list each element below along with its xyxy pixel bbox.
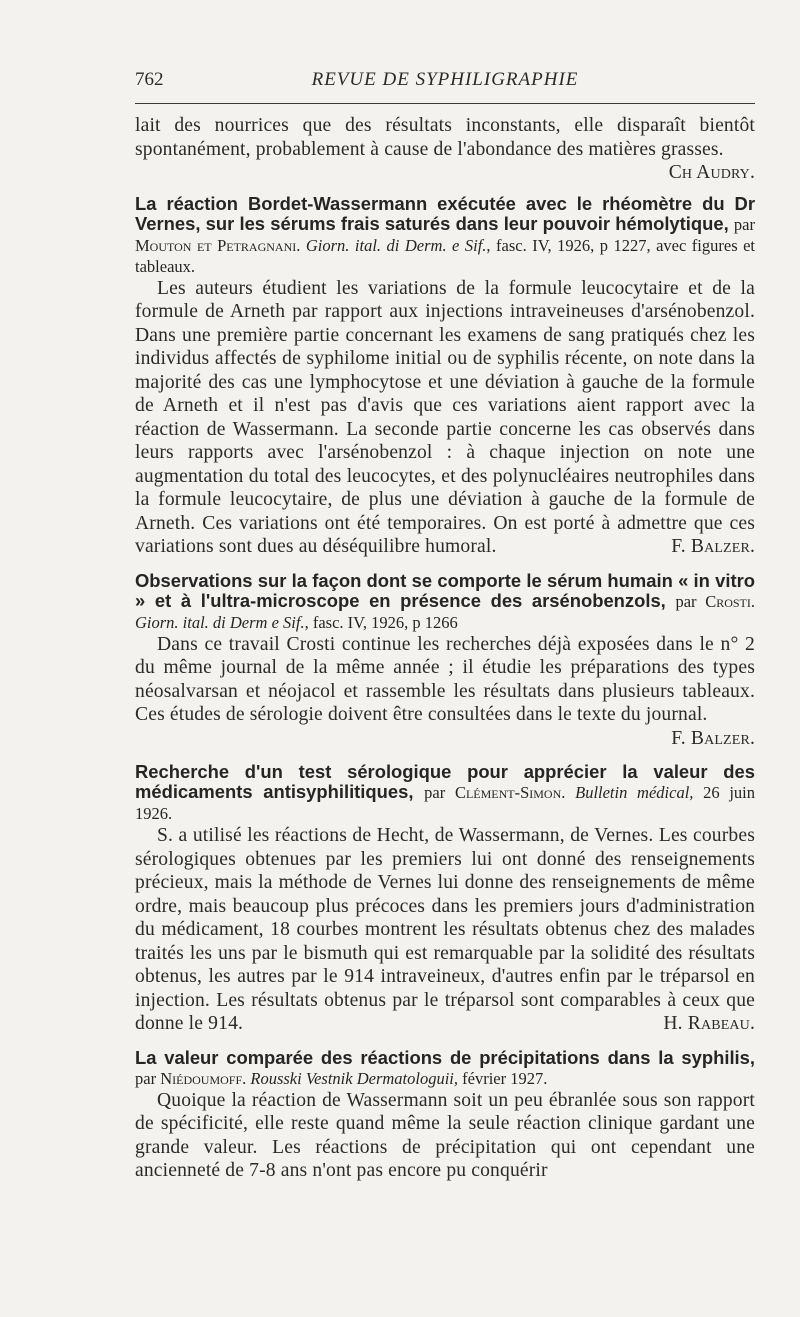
signature: F. Balzer. <box>671 536 755 557</box>
article-2 <box>135 571 755 751</box>
page-header <box>135 69 755 93</box>
signature: F. Balzer. <box>671 727 755 749</box>
article-4 <box>135 1048 755 1183</box>
article-title: Observations sur la façon dont se comporte le sérum humain « in vitro » et à l'ultra-microscope en présence des arsénobenzols, par Crosti. Giorn. ital. di Derm e Sif., fasc. IV, 1926, p 1266 <box>135 569 756 632</box>
article-journal: Giorn. ital. di Derm e Sif. <box>135 612 305 632</box>
article-title: Recherche d'un test sérologique pour apprécier la valeur des médicaments antisyphilitiques, par Clément-Simon. Bulletin médical, 26 juin 1926. <box>135 761 755 823</box>
article-body: Dans ce travail Crosti continue les recherches déjà exposées dans le n° 2 du même journal de la même année ; il étudie les préparations des types néosalvarsan et néojacol et rassemble les résultats dans plusieurs tableaux. Ces études de sérologie doivent être consultées dans le texte du journal. F. Balzer. <box>135 633 755 749</box>
article-authors: Mouton et Petragnani. <box>135 235 301 255</box>
article-authors: Crosti. <box>705 591 756 611</box>
article-journal: Giorn. ital. di Derm. e Sif. <box>305 235 487 255</box>
page-content <box>135 114 755 1183</box>
article-body: S. a utilisé les réactions de Hecht, de Wassermann, de Vernes. Les courbes sérologiques obtenues par les premiers lui ont donné des renseignements précieux, mais la méthode de Vernes lui donne des renseignements de même ordre, mais beaucoup plus précoces dans les premiers jours d'administration du médicament, 18 courbes montrent les résultats obtenus chez des malades traités les uns par le bismuth qui est remarquable par la solidité des résultats obtenus, les autres par le 914 intraveineux, d'autres enfin par le tréparsol en injection. Les résultats obtenus par le tréparsol sont comparables à ceux que donne le 914. H. Rabeau. <box>135 825 755 1034</box>
article-authors: Niédoumoff. <box>160 1068 247 1088</box>
running-title: REVUE DE SYPHILIGRAPHIE <box>311 69 579 90</box>
article-details: 26 juin 1926. <box>135 783 755 823</box>
article-authors: Clément-Simon. <box>454 783 566 802</box>
article-details: , fasc. IV, 1926, p 1227, avec figures et tableaux. <box>135 235 756 276</box>
continuation-paragraph <box>135 114 755 183</box>
article-body: Quoique la réaction de Wassermann soit un peu ébranlée sous son rapport de spécificité, elle reste quand même la seule réaction clinique gardant une grande valeur. Les réactions de précipitation qui ont cependant une ancienneté de 7-8 ans n'ont pas encore pu conquérir <box>135 1089 755 1181</box>
article-1 <box>135 194 755 559</box>
article-title: La valeur comparée des réactions de précipitations dans la syphilis, par Niédoumoff. Rousski Vestnik Dermatologuii, février 1927. <box>135 1046 755 1088</box>
article-details: , fasc. IV, 1926, p 1266 <box>304 612 458 632</box>
signature: H. Rabeau. <box>663 1013 755 1034</box>
article-body: Les auteurs étudient les variations de la formule leucocytaire et de la formule de Arneth par rapport aux injections intraveineuses d'arsénobenzol. Dans une première partie concernant les examens de sang pratiqués chez les individus affectés de syphilome initial ou de syphilis récente, on note dans la majorité des cas une lymphocytose et une déviation à gauche de la formule de Arneth et il n'est pas d'avis que ces variations aient rapport avec la réaction de Wassermann. La seconde partie concerne les cas observés dans leurs rapports avec l'arsénobenzol : à chaque injection on note une augmentation du total des leucocytes, et des polynucléaires neutrophiles dans la formule leucocytaire, de plus une déviation à gauche de la formule de Arneth. Ces variations ont été temporaires. On est porté à admettre que ces variations sont dues au déséquilibre humoral. F. Balzer. <box>135 277 755 557</box>
article-title: La réaction Bordet-Wassermann exécutée avec le rhéomètre du Dr Vernes, sur les sérums frais saturés dans leur pouvoir hémolytique, par Mouton et Petragnani. Giorn. ital. di Derm. e Sif., fasc. IV, 1926, p 1227, avec figures et tableaux. <box>135 192 756 276</box>
article-journal: Rousski Vestnik Dermatologuii, <box>250 1068 458 1088</box>
signature: Ch Audry. <box>668 162 755 183</box>
article-3 <box>135 762 755 1036</box>
continuation-text: lait des nourrices que des résultats inconstants, elle disparaît bientôt spontanément, probablement à cause de l'abondance des matières grasses. <box>135 115 755 160</box>
page-number: 762 <box>135 69 164 90</box>
header-rule <box>135 103 755 104</box>
article-details: février 1927. <box>462 1068 548 1088</box>
article-journal: Bulletin médical, <box>575 783 694 802</box>
